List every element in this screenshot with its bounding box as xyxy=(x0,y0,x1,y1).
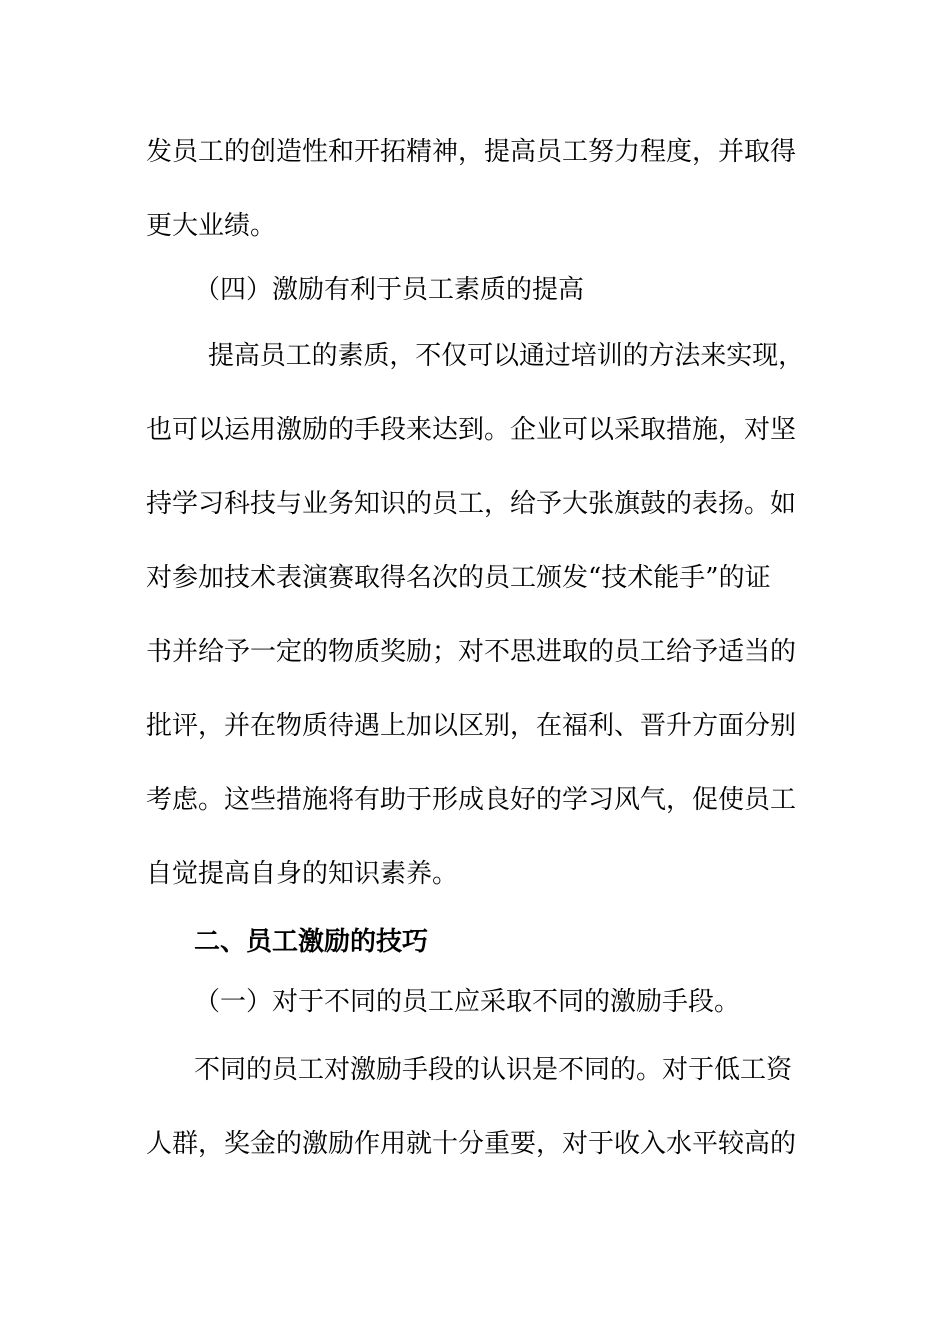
text-line-content: 提高员工的素质，不仅可以通过培训的方法来实现， xyxy=(208,341,805,371)
text-line-content: 书并给予一定的物质奖励；对不思进取的员工给予适当的 xyxy=(146,637,797,667)
text-line-content: 持学习科技与业务知识的员工，给予大张旗鼓的表扬。如 xyxy=(146,489,797,519)
text-line-content: 自觉提高自身的知识素养。 xyxy=(146,859,459,889)
text-line-content: 不同的员工对激励手段的认识是不同的。对于低工资 xyxy=(194,1055,793,1085)
text-line-content: 批评，并在物质待遇上加以区别，在福利、晋升方面分别 xyxy=(146,711,797,741)
text-line-content: 也可以运用激励的手段来达到。企业可以采取措施，对坚 xyxy=(146,415,797,445)
text-line-content: 考虑。这些措施将有助于形成良好的学习风气，促使员工 xyxy=(146,785,797,815)
heading-text: 二、员工激励的技巧 xyxy=(194,927,429,957)
text-line-content: 更大业绩。 xyxy=(146,211,277,241)
subheading-text: （四）激励有利于员工素质的提高 xyxy=(194,275,585,305)
subheading-text: （一）对于不同的员工应采取不同的激励手段。 xyxy=(194,987,741,1017)
text-line-content: 发员工的创造性和开拓精神，提高员工努力程度，并取得 xyxy=(146,137,797,167)
text-line-content: 对参加技术表演赛取得名次的员工颁发“技术能手”的证 xyxy=(146,563,771,593)
text-line-content: 人群，奖金的激励作用就十分重要，对于收入水平较高的 xyxy=(146,1129,797,1159)
